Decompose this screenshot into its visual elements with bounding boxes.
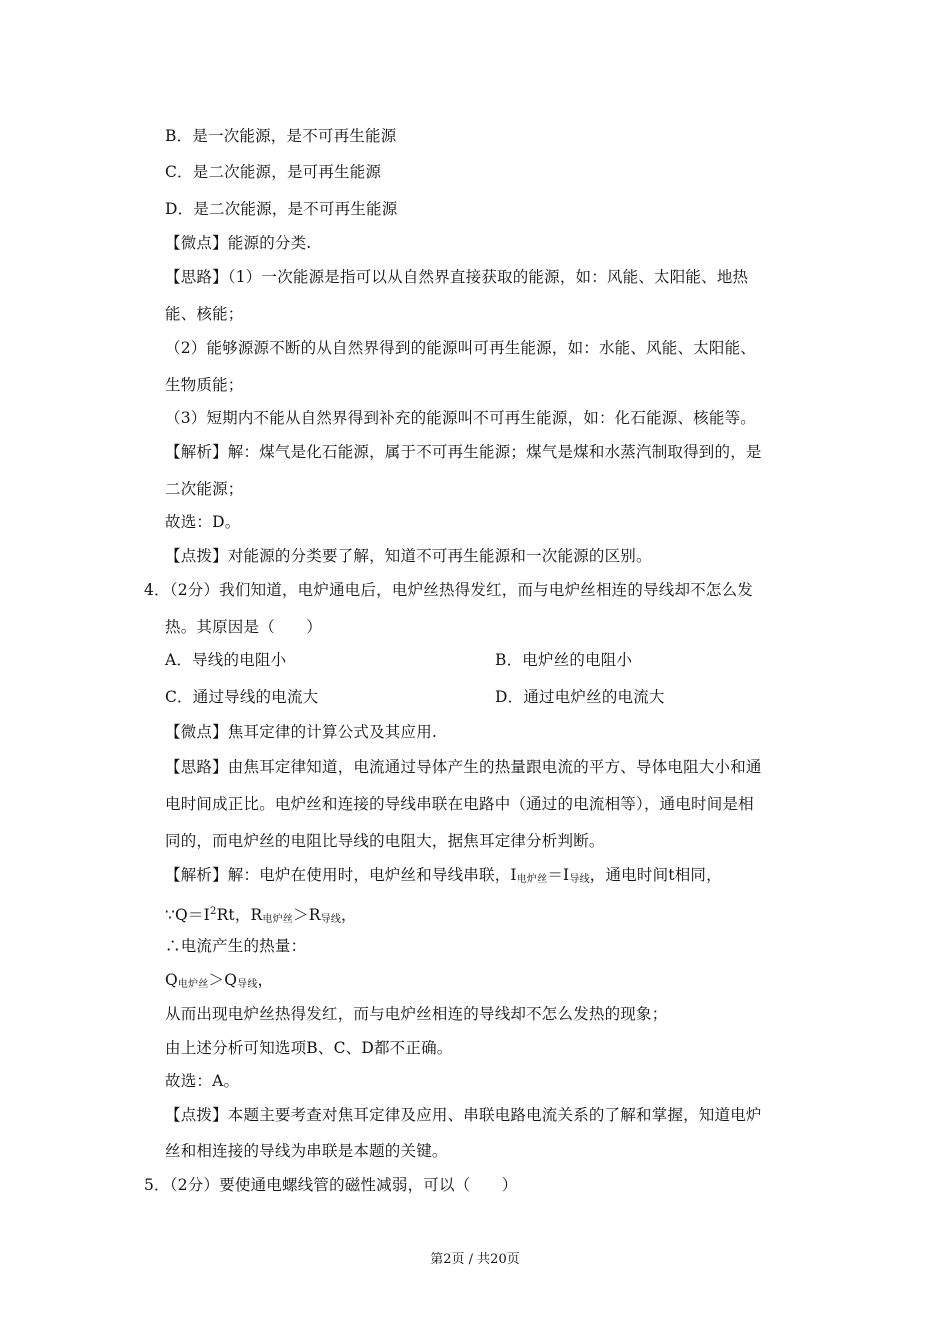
because-mid: Rt，R <box>216 906 263 924</box>
q3-idea-line2: 能、核能； <box>165 305 244 323</box>
q4-analysis-line1 <box>165 865 722 890</box>
q3-point: 【微点】能源的分类. <box>165 234 312 252</box>
q4-tip-line2: 丝和相连接的导线为串联是本题的关键。 <box>165 1142 448 1160</box>
q4-idea-line1: 【思路】由焦耳定律知道，电流通过导体产生的热量跟电流的平方、导体电阻大小和通 <box>165 758 762 776</box>
q4-stem-line1: 4．（2分）我们知道，电炉通电后，电炉丝热得发红，而与电炉丝相连的导线却不怎么发 <box>144 581 753 599</box>
q3-idea-line4: 生物质能； <box>165 376 244 394</box>
superscript-2: 2 <box>210 906 217 917</box>
q3-analysis-line2: 二次能源； <box>165 480 244 498</box>
q4-stem-line2: 热。其原因是（ ） <box>165 618 323 636</box>
comma: ， <box>257 971 274 989</box>
subscript-coil: 电炉丝 <box>177 979 209 990</box>
q4-idea-line2: 电时间成正比。电炉丝和连接的导线串联在电路中（通过的电流相等），通电时间是相 <box>165 795 754 813</box>
subscript-coil: 电炉丝 <box>516 874 548 885</box>
q3-idea-line3: （2）能够源源不断的从自然界得到的能源叫可再生能源，如：水能、风能、太阳能、 <box>165 339 756 357</box>
subscript-coil: 电炉丝 <box>262 914 294 925</box>
subscript-wire: 导线 <box>237 979 258 990</box>
analysis-prefix: 【解析】解：电炉在使用时，电炉丝和导线串联，I <box>165 866 517 884</box>
q4-result: 从而出现电炉丝热得发红，而与电炉丝相连的导线却不怎么发热的现象； <box>165 1005 668 1023</box>
greater-than-q: ＞Q <box>208 971 238 989</box>
q4-tip-line1: 【点拨】本题主要考查对焦耳定律及应用、串联电路电流关系的了解和掌握，知道电炉 <box>165 1106 762 1124</box>
page-footer: 第2页 / 共20页 <box>430 1252 520 1267</box>
q3-answer: 故选：D。 <box>165 513 241 531</box>
q4-point: 【微点】焦耳定律的计算公式及其应用. <box>165 723 438 741</box>
q3-option-c: C．是二次能源，是可再生能源 <box>165 163 382 181</box>
greater-than-r: ＞R <box>293 906 321 924</box>
q4-idea-line3: 同的，而电炉丝的电阻比导线的电阻大，据焦耳定律分析判断。 <box>165 832 605 850</box>
q4-option-d: D．通过电炉丝的电流大 <box>495 688 665 706</box>
equals-i: ＝I <box>547 866 570 884</box>
q4-option-a: A．导线的电阻小 <box>165 651 287 669</box>
subscript-wire: 导线 <box>569 874 590 885</box>
q3-option-d: D．是二次能源，是不可再生能源 <box>165 200 398 218</box>
q4-heat-compare <box>165 970 273 995</box>
q4-therefore-line: ∴电流产生的热量： <box>165 937 307 955</box>
comma: ， <box>341 906 357 924</box>
q3-tip: 【点拨】对能源的分类要了解，知道不可再生能源和一次能源的区别。 <box>165 547 652 565</box>
because-prefix: ∵Q＝I <box>165 906 210 924</box>
q3-idea-line5: （3）短期内不能从自然界得到补充的能源叫不可再生能源，如：化石能源、核能等。 <box>165 409 756 427</box>
q3-idea-line1: 【思路】（1）一次能源是指可以从自然界直接获取的能源，如：风能、太阳能、地热 <box>165 268 749 286</box>
q4-answer: 故选：A。 <box>165 1072 240 1090</box>
subscript-wire: 导线 <box>320 914 342 925</box>
q-prefix: Q <box>165 971 178 989</box>
q4-because-line <box>165 902 357 930</box>
q3-option-b: B．是一次能源，是不可再生能源 <box>165 127 397 145</box>
q4-others: 由上述分析可知选项B、C、D都不正确。 <box>165 1039 453 1057</box>
q4-option-c: C．通过导线的电流大 <box>165 688 319 706</box>
q5-stem: 5．（2分）要使通电螺线管的磁性减弱，可以（ ） <box>144 1176 518 1194</box>
q4-option-b: B．电炉丝的电阻小 <box>495 651 633 669</box>
q3-analysis-line1: 【解析】解：煤气是化石能源，属于不可再生能源；煤气是煤和水蒸汽制取得到的，是 <box>165 443 762 461</box>
analysis-suffix: ，通电时间t相同， <box>589 866 722 884</box>
